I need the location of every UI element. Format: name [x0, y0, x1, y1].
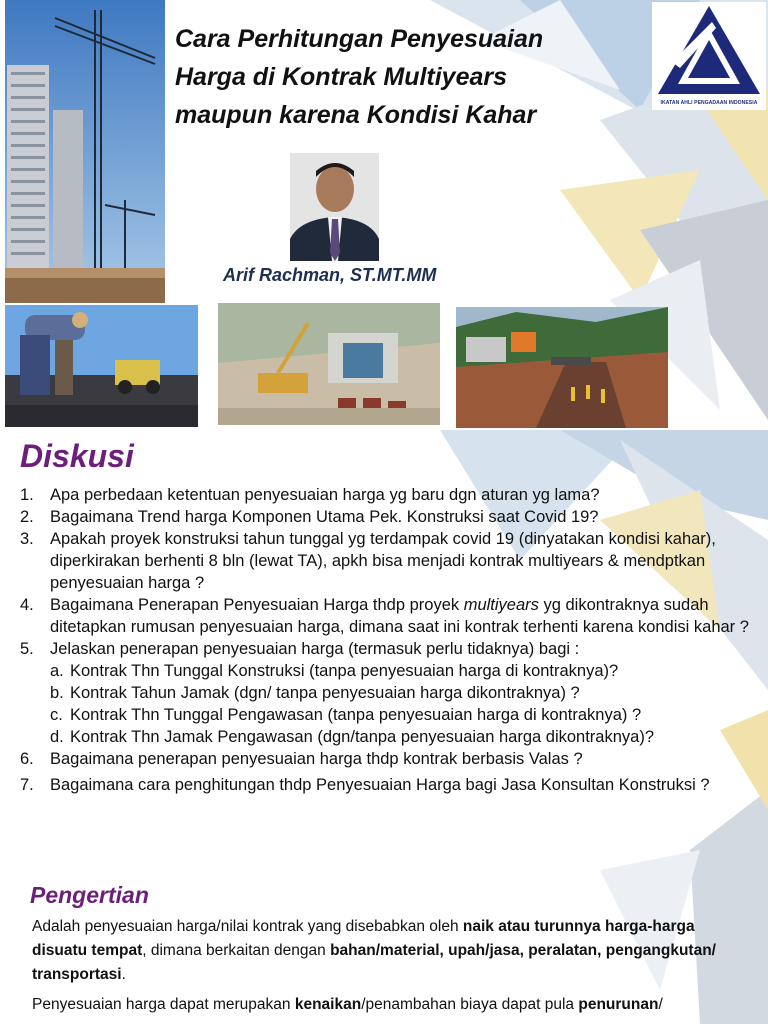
question-text: Apa perbedaan ketentuan penyesuaian harga yg baru dgn aturan yg lama?: [50, 486, 600, 504]
sub-item-label: d.: [50, 728, 64, 746]
iapi-logo-icon: [652, 2, 766, 100]
list-item: [20, 506, 760, 528]
list-item: [20, 528, 760, 594]
paragraph-bold: penurunan: [578, 996, 659, 1013]
pengertian-title: Pengertian: [30, 882, 149, 908]
list-item: [20, 484, 760, 506]
item-number: 5.: [20, 640, 34, 658]
title-line-2: Harga di Kontrak Multiyears: [175, 63, 508, 91]
sub-item-label: a.: [50, 662, 64, 680]
title-line-3: maupun karena Kondisi Kahar: [175, 101, 537, 129]
paragraph-text: Adalah penyesuaian harga/nilai kontrak yang disebabkan oleh: [32, 918, 463, 935]
question-text-part: Bagaimana Penerapan Penyesuaian Harga thdp proyek: [50, 596, 464, 614]
sub-item-text: Kontrak Thn Tunggal Konstruksi (tanpa penyesuaian harga di kontraknya)?: [70, 662, 619, 680]
list-item: [20, 594, 760, 638]
logo-caption: IKATAN AHLI PENGADAAN INDONESIA: [660, 100, 758, 106]
sub-item-text: Kontrak Thn Tunggal Pengawasan (tanpa penyesuaian harga di kontraknya) ?: [70, 706, 642, 724]
question-text: Bagaimana cara penghitungan thdp Penyesuaian Harga bagi Jasa Konsultan Konstruksi ?: [50, 776, 710, 794]
question-text: Jelaskan penerapan penyesuaian harga (termasuk perlu tidaknya) bagi :: [50, 640, 580, 658]
list-item: [20, 774, 760, 796]
item-number: 2.: [20, 508, 34, 526]
sub-item: [50, 682, 760, 704]
sub-item-text: Kontrak Thn Jamak Pengawasan (dgn/tanpa penyesuaian harga dikontraknya)?: [70, 728, 654, 746]
list-item: [20, 748, 760, 770]
paragraph-text: Penyesuaian harga dapat merupakan: [32, 996, 295, 1013]
sub-item: [50, 660, 760, 682]
item-number: 4.: [20, 596, 34, 614]
question-text-part: yg dikontraknya sudah ditetapkan rumusan penyesuaian harga, dimana saat ini kontrak terhenti karena kondisi kahar ?: [50, 596, 749, 636]
road-workers-photo: [5, 305, 198, 427]
paragraph-text: , dimana berkaitan dengan: [142, 942, 331, 959]
paragraph-text: /penambahan biaya dapat pula: [361, 996, 579, 1013]
author-name: Arif Rachman, ST.MT.MM: [223, 265, 437, 285]
paragraph-text: .: [121, 966, 126, 983]
pengertian-paragraph-1: [32, 915, 752, 987]
presentation-title: [175, 20, 615, 134]
item-number: 7.: [20, 776, 34, 794]
item-number: 6.: [20, 750, 34, 768]
sub-item-text: Kontrak Tahun Jamak (dgn/ tanpa penyesuaian harga dikontraknya) ?: [70, 684, 580, 702]
question-text: [50, 596, 749, 636]
diskusi-title: Diskusi: [20, 438, 134, 474]
dam-construction-photo: [218, 303, 440, 425]
question-text-italic: multiyears: [463, 596, 539, 614]
question-list: [20, 484, 760, 796]
trench-construction-photo: [456, 307, 668, 428]
paragraph-bold: naik atau turunnya harga-harga disuatu tempat: [32, 918, 695, 959]
pengertian-paragraph-2: [32, 993, 752, 1017]
item-number: 1.: [20, 486, 34, 504]
title-slide: [0, 0, 768, 430]
question-text: Apakah proyek konstruksi tahun tunggal yg terdampak covid 19 (dinyatakan kondisi kahar), diperkirakan berhenti 8 bln (lewat TA), apkh bisa menjadi kontrak multiyears & mendptkan penyesuaian harga ?: [50, 530, 716, 592]
crane-photo: [5, 0, 165, 303]
question-text: Bagaimana Trend harga Komponen Utama Pek. Konstruksi saat Covid 19?: [50, 508, 599, 526]
paragraph-bold: bahan/material, upah/jasa, peralatan, pengangkutan/ transportasi: [32, 942, 716, 983]
paragraph-text: /: [658, 996, 663, 1013]
iapi-logo: [652, 2, 766, 110]
sub-item-label: b.: [50, 684, 64, 702]
item-number: 3.: [20, 530, 34, 548]
question-text: Bagaimana penerapan penyesuaian harga thdp kontrak berbasis Valas ?: [50, 750, 583, 768]
title-line-1: Cara Perhitungan Penyesuaian: [175, 25, 544, 53]
list-item: [20, 638, 760, 748]
discussion-slide: [0, 430, 768, 1024]
sub-item: [50, 704, 760, 726]
author-portrait: [290, 153, 379, 261]
sub-item: [50, 726, 760, 748]
sub-item-label: c.: [50, 706, 63, 724]
paragraph-bold: kenaikan: [294, 996, 362, 1013]
